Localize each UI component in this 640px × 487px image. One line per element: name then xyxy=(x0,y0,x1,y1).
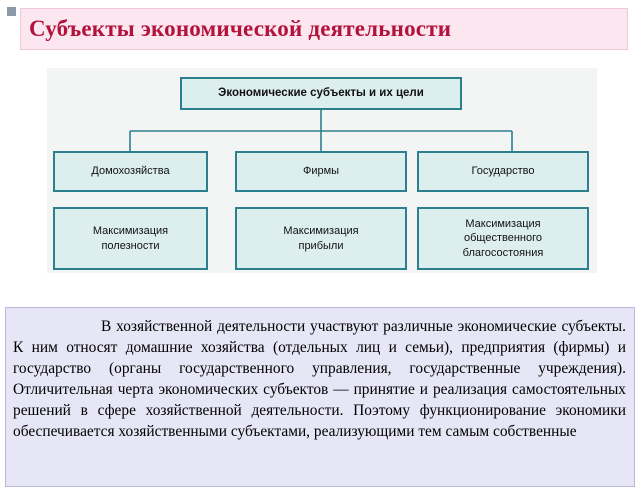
root-label: Экономические субъекты и их цели xyxy=(218,87,424,100)
goals-diagram xyxy=(47,68,597,273)
subject-label-firms: Фирмы xyxy=(302,165,340,178)
slide-bullet xyxy=(7,7,16,16)
title-banner xyxy=(20,8,628,50)
slide-title: Субъекты экономической деятельности xyxy=(29,16,452,41)
description-paragraph: В хозяйственной деятельности участвуют различные экономические субъекты. К ним относят домашние хозяйства (отдельных лиц и семьи), предприятия (фирмы) и государство (органы государственного управления, государственные учреждения). Отличительная черта экономических субъектов — принятие и реализация самостоятельных решений в сфере хозяйственной деятельности. Поэтому функционирование экономики обеспечивается хозяйственными субъектами, реализующими тем самым собственные xyxy=(13,318,626,440)
subject-label-state: Государство xyxy=(471,165,535,178)
subject-label-households: Домохозяйства xyxy=(91,165,170,178)
goal-label-profit: Максимизация прибыли xyxy=(283,225,359,252)
description-box xyxy=(5,307,635,487)
goal-label-welfare: Максимизация общественного благосостояния xyxy=(462,218,544,259)
goal-label-utility: Максимизация полезности xyxy=(92,225,169,252)
